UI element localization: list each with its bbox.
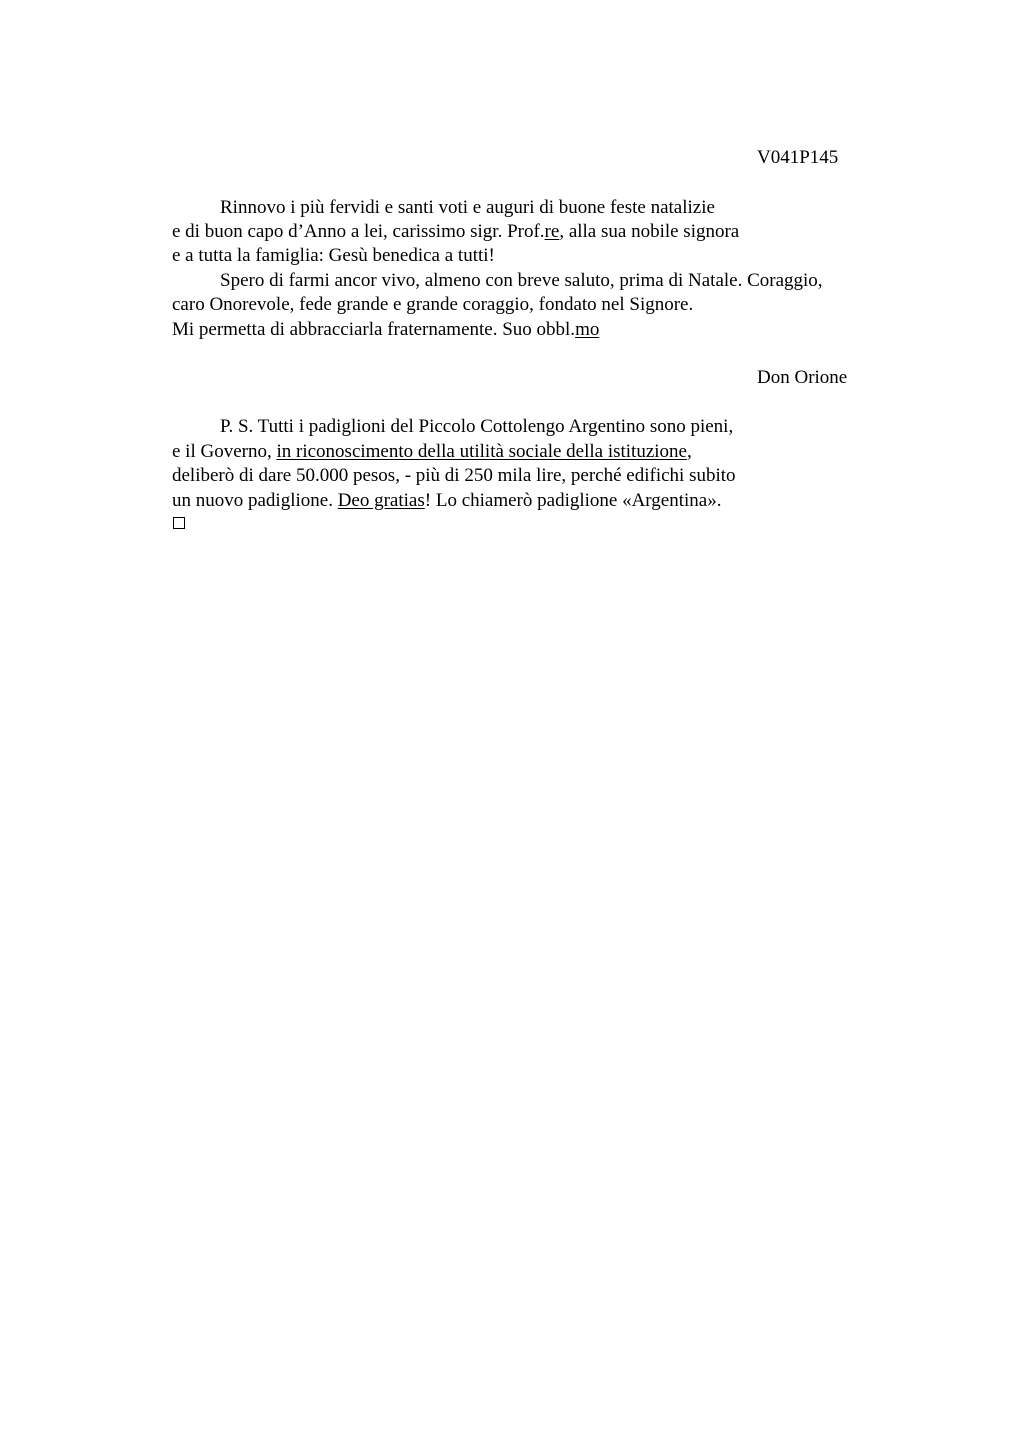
paragraph-line [172, 318, 599, 342]
text-segment: un nuovo padiglione. [172, 490, 338, 511]
paragraph-line: Spero di farmi ancor vivo, almeno con breve saluto, prima di Natale. Coraggio, [220, 270, 823, 291]
paragraph-line [172, 220, 739, 244]
text-segment: , alla sua nobile signora [559, 221, 740, 242]
postscript-line [172, 440, 692, 464]
postscript-line: P. S. Tutti i padiglioni del Piccolo Cottolengo Argentino sono pieni, [220, 416, 734, 437]
postscript-line [172, 489, 721, 513]
paragraph-line: e a tutta la famiglia: Gesù benedica a tutti! [172, 245, 495, 266]
signature: Don Orione [757, 367, 848, 388]
text-segment: ! Lo chiamerò padiglione «Argentina». [424, 490, 722, 511]
postscript-line: deliberò di dare 50.000 pesos, - più di 250 mila lire, perché edifichi subito [172, 465, 736, 486]
text-segment: e il Governo, [172, 441, 277, 462]
underlined-text: re [544, 221, 560, 242]
underlined-text: in riconoscimento della utilità sociale della istituzione [276, 441, 687, 462]
paragraph-line: caro Onorevole, fede grande e grande coraggio, fondato nel Signore. [172, 294, 694, 315]
underlined-text: mo [575, 319, 600, 340]
text-segment: Mi permetta di abbracciarla fraternamente. Suo obbl. [172, 319, 576, 340]
underlined-text: Deo gratias [337, 490, 425, 511]
reference-code: V041P145 [757, 147, 839, 168]
empty-square-icon [173, 517, 185, 529]
paragraph-line: Rinnovo i più fervidi e santi voti e auguri di buone feste natalizie [220, 197, 715, 218]
text-segment: , [686, 441, 692, 462]
text-segment: e di buon capo d’Anno a lei, carissimo sigr. Prof. [172, 221, 545, 242]
